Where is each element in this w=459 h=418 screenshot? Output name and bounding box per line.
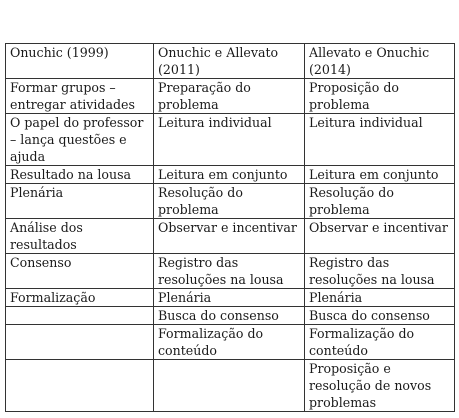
comparison-table bbox=[5, 43, 455, 412]
table-cell bbox=[154, 360, 305, 412]
header-cell: Allevato e Onuchic (2014) bbox=[305, 44, 455, 79]
table-cell: Observar e incentivar bbox=[305, 219, 455, 254]
header-cell: Onuchic e Allevato (2011) bbox=[154, 44, 305, 79]
table-cell: Leitura em conjunto bbox=[305, 166, 455, 184]
table-cell bbox=[6, 307, 154, 325]
table-row bbox=[6, 79, 455, 114]
table-row bbox=[6, 307, 455, 325]
table-cell: Proposição do problema bbox=[305, 79, 455, 114]
table-cell: Formalização do conteúdo bbox=[305, 325, 455, 360]
table-cell: Plenária bbox=[6, 184, 154, 219]
table-row bbox=[6, 254, 455, 289]
table-cell: Busca do consenso bbox=[154, 307, 305, 325]
table-cell: Resolução do problema bbox=[305, 184, 455, 219]
table-cell: Observar e incentivar bbox=[154, 219, 305, 254]
table-cell: Leitura em conjunto bbox=[154, 166, 305, 184]
table-cell: Plenária bbox=[305, 289, 455, 307]
table-cell: Proposição e resolução de novos problemas bbox=[305, 360, 455, 412]
table-row bbox=[6, 184, 455, 219]
table-cell: Resolução do problema bbox=[154, 184, 305, 219]
table-header-row bbox=[6, 44, 455, 79]
table-cell: Consenso bbox=[6, 254, 154, 289]
table-cell: Formar grupos – entregar atividades bbox=[6, 79, 154, 114]
table-cell: Análise dos resultados bbox=[6, 219, 154, 254]
table-cell bbox=[6, 325, 154, 360]
table-row bbox=[6, 166, 455, 184]
table-cell: Busca do consenso bbox=[305, 307, 455, 325]
table-cell: O papel do professor – lança questões e ajuda bbox=[6, 114, 154, 166]
table-cell bbox=[6, 360, 154, 412]
table-cell: Leitura individual bbox=[154, 114, 305, 166]
table-cell: Resultado na lousa bbox=[6, 166, 154, 184]
table-cell: Registro das resoluções na lousa bbox=[305, 254, 455, 289]
table-row bbox=[6, 114, 455, 166]
table-cell: Plenária bbox=[154, 289, 305, 307]
table-row bbox=[6, 325, 455, 360]
table-row bbox=[6, 360, 455, 412]
table-cell: Leitura individual bbox=[305, 114, 455, 166]
table-cell: Preparação do problema bbox=[154, 79, 305, 114]
table-cell: Formalização do conteúdo bbox=[154, 325, 305, 360]
table-cell: Registro das resoluções na lousa bbox=[154, 254, 305, 289]
table-row bbox=[6, 289, 455, 307]
table-cell: Formalização bbox=[6, 289, 154, 307]
table-row bbox=[6, 219, 455, 254]
header-cell: Onuchic (1999) bbox=[6, 44, 154, 79]
